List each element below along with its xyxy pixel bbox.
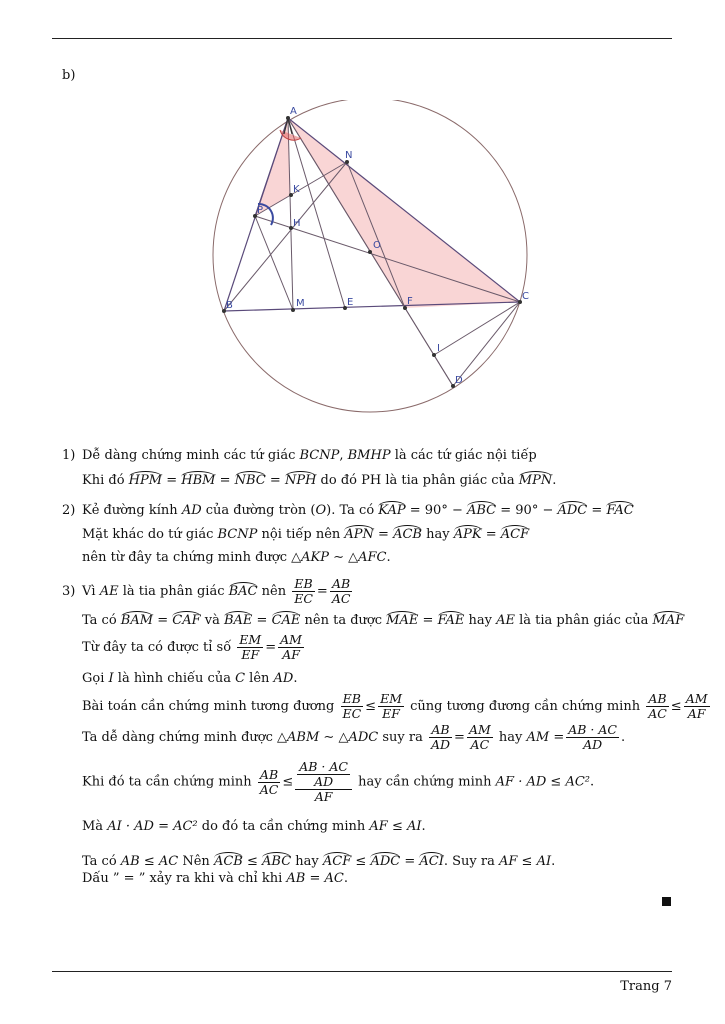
- label-n: N: [345, 150, 353, 161]
- label-d: D: [455, 375, 463, 386]
- triangle-afc: [288, 118, 520, 308]
- label-m: M: [296, 298, 305, 309]
- label-f: F: [407, 296, 413, 307]
- s3-line9: Ta có AB ≤ AC Nên ACB ≤ ABC hay ACF ≤ ADC = ACI. Suy ra AF ≤ AI.: [82, 854, 556, 869]
- s3-line8: Mà AI · AD = AC² do đó ta cần chứng minh AF ≤ AI.: [82, 819, 426, 834]
- part-label: b): [62, 68, 76, 83]
- label-h: H: [293, 218, 301, 229]
- geometry-figure: [200, 100, 540, 420]
- s3-line5: Bài toán cần chứng minh tương đương $\frac{EB}{EC}$ ≤ $\frac{EM}{EF}$ cũng tương đương cần chứng minh $\frac{AB}{AC}$ ≤ $\frac{AM}{AF}$: [82, 691, 708, 721]
- qed-square: [662, 897, 671, 906]
- label-b: B: [226, 300, 233, 311]
- s2-line2: Mặt khác do tứ giác BCNP nội tiếp nên APN = ACB hay APK = ACF: [82, 527, 530, 542]
- header-rule: [52, 38, 672, 39]
- side-bc: [224, 302, 520, 311]
- s3-line1: 3) Vì AE là tia phân giác BAC nên $\frac{EB}{EC}$ = $\frac{AB}{AC}$: [62, 576, 351, 606]
- s2-line1: 2) Kẻ đường kính AD của đường tròn (O). Ta có KAP = 90° − ABC = 90° − ADC = FAC: [62, 503, 634, 518]
- page-number: Trang 7: [620, 979, 672, 994]
- label-c: C: [522, 291, 529, 302]
- s3-line7: Khi đó ta cần chứng minh $\frac{AB}{AC}$ ≤ $\frac{\frac{AB \cdot AC}{AD}}{AF}$ hay cần chứng minh AF · AD ≤ AC².: [82, 759, 595, 804]
- footer-rule: [52, 971, 672, 972]
- s3-line6: Ta dễ dàng chứng minh được △ABM ∼ △ADC suy ra $\frac{AB}{AD}$ = $\frac{AM}{AC}$ hay AM = $\frac{AB \cdot AC}{AD}$ .: [82, 722, 626, 752]
- label-p: P: [257, 205, 264, 216]
- label-i: I: [437, 343, 440, 354]
- s3-line3: Từ đây ta có được tỉ số $\frac{EM}{EF}$ = $\frac{AM}{AF}$: [82, 632, 302, 662]
- label-e: E: [347, 297, 354, 308]
- s3-line10: Dấu ” = ” xảy ra khi và chỉ khi AB = AC.: [82, 871, 348, 886]
- s3-line2: Ta có BAM = CAF và BAE = CAE nên ta được MAE = FAE hay AE là tia phân giác của MAF: [82, 613, 685, 628]
- label-a: A: [290, 106, 297, 117]
- s1-line2: Khi đó HPM = HBM = NBC = NPH do đó PH là tia phân giác của MPN.: [82, 473, 557, 488]
- s3-line4: Gọi I là hình chiếu của C lên AD.: [82, 671, 298, 686]
- label-o: O: [373, 240, 381, 251]
- circumcircle: [213, 100, 527, 412]
- label-k: K: [293, 184, 300, 195]
- s1-line1: 1) Dễ dàng chứng minh các tứ giác BCNP, BMHP là các tứ giác nội tiếp: [62, 448, 537, 463]
- s2-line3: nên từ đây ta chứng minh được △AKP ∼ △AFC.: [82, 550, 391, 565]
